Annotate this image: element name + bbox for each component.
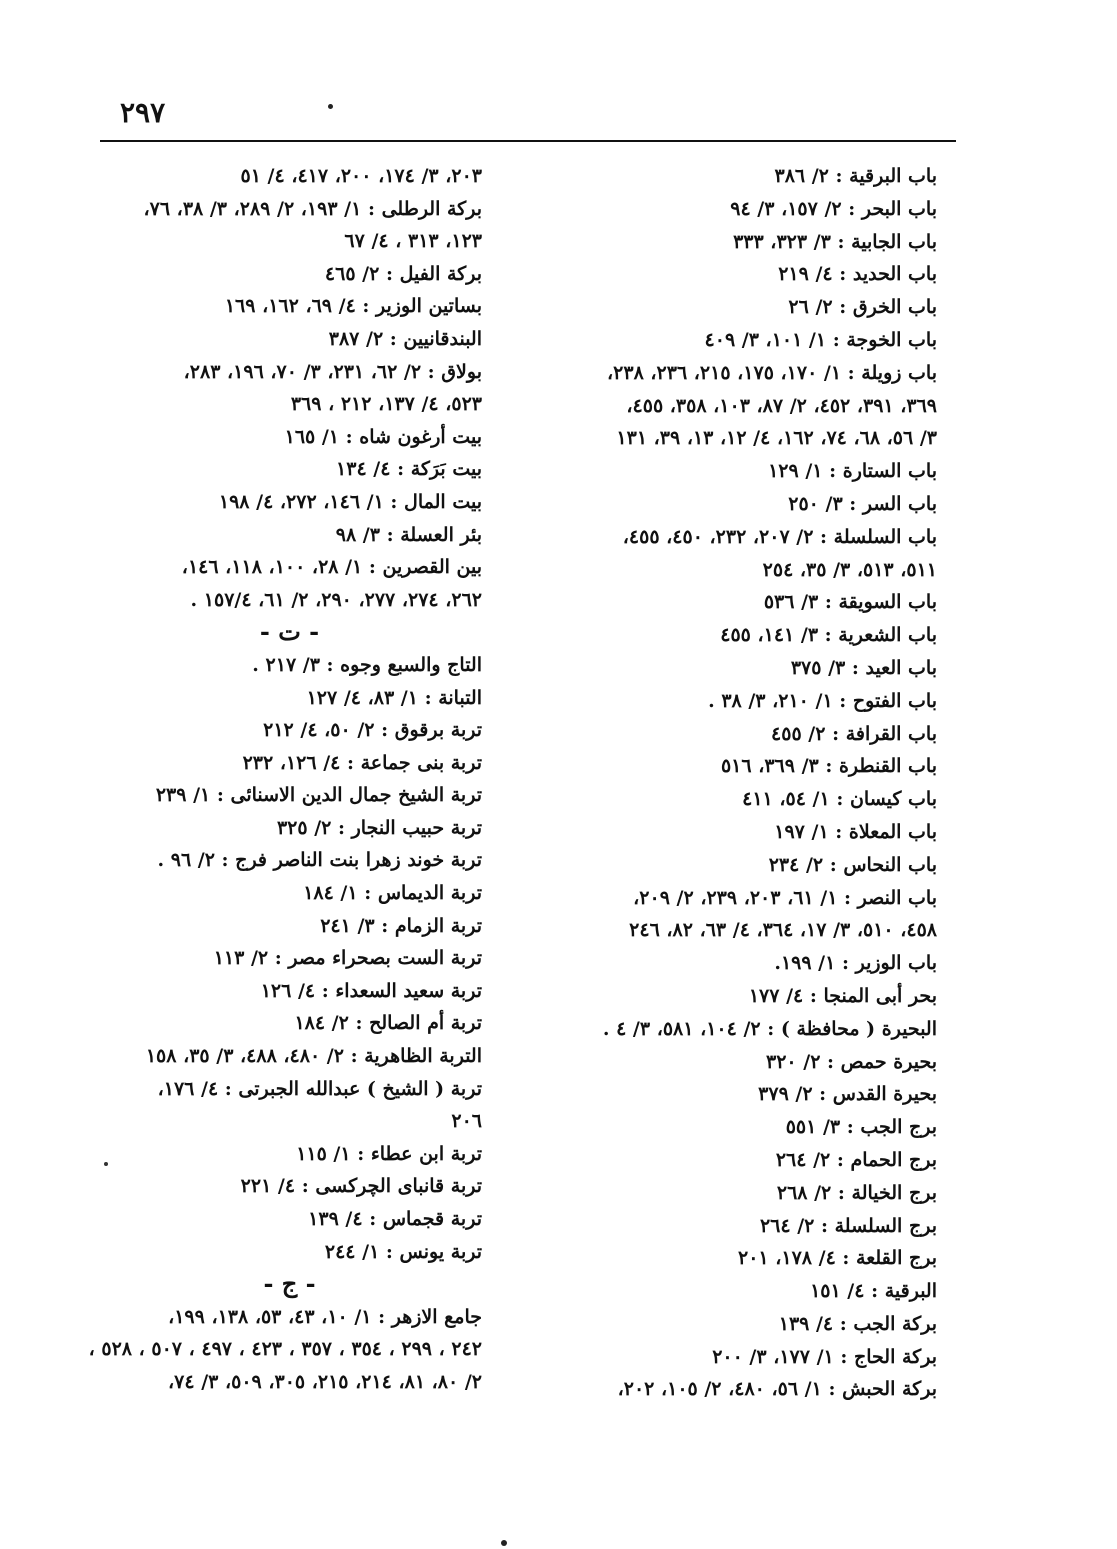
index-entry: تربة ( الشيخ ) عبدالله الجبرتى : ٤/ ١٧٦، (157, 1077, 482, 1100)
index-entry: بركة الجب : ٤/ ١٣٩ (778, 1312, 937, 1335)
index-entry: بركة الحبش : ١/ ٥٦، ٤٨٠، ٢/ ١٠٥، ٢٠٢، (617, 1378, 937, 1401)
index-entry: التبانة : ١/ ٨٣، ٤/ ١٢٧ (306, 686, 482, 709)
index-entry: باب الوزير : ١/ ١٩٩. (774, 952, 937, 975)
index-entry: باب الحديد : ٤/ ٢١٩ (778, 263, 937, 286)
index-entry: باب الفتوح : ١/ ٢١٠، ٣/ ٣٨ . (708, 689, 937, 712)
index-entry: ٣/ ٥٦، ٦٨، ٧٤، ١٦٢، ٤/ ١٢، ١٣، ٣٩، ١٣١ (616, 427, 937, 450)
index-entry: بولاق : ٢/ ٦٢، ٢٣١، ٣/ ٧٠، ١٩٦، ٢٨٣، (183, 360, 482, 383)
footer-dot (501, 1540, 507, 1546)
index-entry: برج الجب : ٣/ ٥٥١ (785, 1116, 937, 1139)
index-entry: باب الخرق : ٢/ ٢٦ (788, 296, 937, 319)
index-entry: جامع الازهر : ١/ ١٠، ٤٣، ٥٣، ١٣٨، ١٩٩، (168, 1305, 482, 1328)
index-entry: بساتين الوزير : ٤/ ٦٩، ١٦٢، ١٦٩ (224, 295, 482, 318)
index-entry: باب الشعرية : ٣/ ١٤١، ٤٥٥ (720, 624, 937, 647)
index-entry: تربة حبيب النجار : ٢/ ٣٢٥ (276, 816, 482, 839)
index-entry: بحيرة القدس : ٢/ ٣٧٩ (758, 1083, 937, 1106)
index-entry: بين القصرين : ١/ ٢٨، ١٠٠، ١١٨، ١٤٦، (181, 556, 482, 579)
index-entry: ٤٥٨، ٥١٠، ٣/ ١٧، ٣٦٤، ٤/ ٦٣، ٨٢، ٢٤٦ (629, 919, 937, 942)
index-entry: تربة أم الصالح : ٢/ ١٨٤ (294, 1012, 482, 1035)
left-column (88, 160, 482, 1399)
index-entry: تربة قجماس : ٤/ ١٣٩ (308, 1208, 482, 1230)
index-entry: تربة بنى جماعة : ٤/ ١٢٦، ٢٣٢ (242, 751, 482, 774)
index-entry: باب المعلاة : ١/ ١٩٧ (774, 820, 937, 843)
index-entry: باب كيسان : ١/ ٥٤، ٤١١ (742, 788, 937, 811)
index-entry: ٢٤٢ ، ٢٩٩ ، ٣٥٤ ، ٣٥٧ ، ٤٢٣ ، ٤٩٧ ، ٥٠٧ ، ٥٢٨ ، (88, 1338, 482, 1361)
index-entry: البحيرة ( محافظة ) : ٢/ ١٠٤، ٥٨١، ٣/ ٤ . (602, 1017, 937, 1040)
index-entry: ٢٠٣، ٣/ ١٧٤، ٢٠٠، ٤١٧، ٤/ ٥١ (240, 165, 482, 187)
index-entry: باب النحاس : ٢/ ٢٣٤ (768, 853, 937, 876)
index-entry: بركة الفيل : ٢/ ٤٦٥ (324, 262, 482, 285)
index-entry: بحر أبى المنجا : ٤/ ١٧٧ (748, 984, 937, 1007)
index-entry: برج الخيالة : ٢/ ٢٦٨ (776, 1181, 937, 1204)
index-entry: تربة الشيخ جمال الدين الاسنائى : ١/ ٢٣٩ (155, 784, 482, 807)
index-entry: باب القرافة : ٢/ ٤٥٥ (771, 722, 937, 745)
index-entry: باب الجابية : ٣/ ٣٢٣، ٣٣٣ (733, 230, 937, 253)
index-entry: بئر العسلة : ٣/ ٩٨ (335, 523, 482, 546)
index-entry: ٢/ ٨٠، ٨١، ٢١٤، ٢١٥، ٣٠٥، ٥٠٩، ٣/ ٧٤، (168, 1370, 482, 1393)
index-entry: باب الخوجة : ١/ ١٠١، ٣/ ٤٠٩ (704, 328, 937, 351)
index-entry: باب القنطرة : ٣/ ٣٦٩، ٥١٦ (720, 755, 937, 778)
index-entry: باب السلسلة : ٢/ ٢٠٧، ٢٣٢، ٤٥٠، ٤٥٥، (622, 525, 937, 548)
index-entry: ١٢٣، ٣١٣ ، ٤/ ٦٧ (344, 230, 482, 253)
section-heading: - ت - (259, 617, 320, 647)
index-entry: ٢٦٢، ٢٧٤، ٢٧٧، ٢٩٠، ٢/ ٦١، ١٥٧/٤ . (190, 588, 482, 611)
index-entry: التاج والسبع وجوه : ٣/ ٢١٧ . (252, 653, 482, 676)
index-entry: بحيرة حمص : ٢/ ٣٢٠ (766, 1050, 937, 1073)
index-entry: ٢٠٦ (451, 1110, 482, 1133)
header-rule (100, 140, 956, 142)
index-entry: تربة ابن عطاء : ١/ ١١٥ (296, 1142, 482, 1165)
index-entry: ٣٦٩، ٣٩١، ٤٥٢، ٢/ ٨٧، ١٠٣، ٣٥٨، ٤٥٥، (626, 394, 937, 417)
index-entry: تربة الست بصحراء مصر : ٢/ ١١٣ (213, 947, 482, 970)
index-entry: برج القلعة : ٤/ ١٧٨، ٢٠١ (738, 1247, 937, 1270)
index-entry: باب السويقة : ٣/ ٥٣٦ (763, 591, 937, 614)
index-entry: تربة يونس : ١/ ٢٤٤ (324, 1240, 482, 1263)
index-entry: باب زويلة : ١/ ١٧٠، ١٧٥، ٢١٥، ٢٣٦، ٢٣٨، (607, 361, 937, 384)
index-entry: باب العيد : ٣/ ٣٧٥ (790, 656, 937, 679)
index-entry: باب البحر : ٢/ ١٥٧، ٣/ ٩٤ (730, 197, 937, 220)
index-entry: بركة الحاج : ١/ ١٧٧، ٣/ ٢٠٠ (712, 1345, 937, 1368)
index-entry: تربة سعيد السعداء : ٤/ ١٢٦ (260, 979, 482, 1002)
index-entry: تربة قانباى الچركسى : ٤/ ٢٢١ (240, 1175, 482, 1198)
index-entry: البندقانيين : ٢/ ٣٨٧ (328, 327, 482, 350)
page-number: ٢٩٧ (120, 96, 166, 129)
index-entry: باب البرقية : ٢/ ٣٨٦ (774, 165, 937, 187)
index-entry: باب السر : ٣/ ٢٥٠ (788, 492, 937, 515)
index-entry: بيت بَرَكة : ٤/ ١٣٤ (336, 458, 482, 481)
index-entry: تربة الزمام : ٣/ ٢٤١ (320, 914, 482, 937)
index-entry: بركة الرطلى : ١/ ١٩٣، ٢/ ٢٨٩، ٣/ ٣٨، ٧٦، (143, 197, 482, 220)
index-entry: التربة الظاهرية : ٢/ ٤٨٠، ٤٨٨، ٣/ ٣٥، ١٥٨ (145, 1045, 482, 1068)
index-entry: تربة برقوق : ٢/ ٥٠، ٤/ ٢١٢ (263, 719, 482, 742)
right-column (557, 160, 937, 1406)
index-entry: تربة خوند زهرا بنت الناصر فرج : ٢/ ٩٦ . (157, 849, 482, 872)
section-heading: - ج - (263, 1269, 316, 1299)
index-entry: ٥٢٣، ٤/ ١٣٧، ٢١٢ ، ٣٦٩ (290, 393, 482, 416)
index-entry: بيت المال : ١/ ١٤٦، ٢٧٢، ٤/ ١٩٨ (218, 490, 482, 513)
index-entry: بيت أرغون شاه : ١/ ١٦٥ (284, 425, 482, 448)
index-entry: باب النصر : ١/ ٦١، ٢٠٣، ٢٣٩، ٢/ ٢٠٩، (633, 886, 937, 909)
header-dot (328, 104, 333, 109)
index-entry: برج الحمام : ٢/ ٢٦٤ (775, 1148, 937, 1171)
index-entry: البرقية : ٤/ ١٥١ (810, 1280, 937, 1303)
index-entry: باب الستارة : ١/ ١٢٩ (768, 460, 937, 483)
index-entry: برج السلسلة : ٢/ ٢٦٤ (759, 1214, 937, 1237)
stray-mark (104, 1162, 108, 1166)
index-entry: ٥١١، ٥١٣، ٣/ ٣٥، ٢٥٤ (762, 558, 937, 581)
index-entry: تربة الديماس : ١/ ١٨٤ (303, 882, 482, 905)
